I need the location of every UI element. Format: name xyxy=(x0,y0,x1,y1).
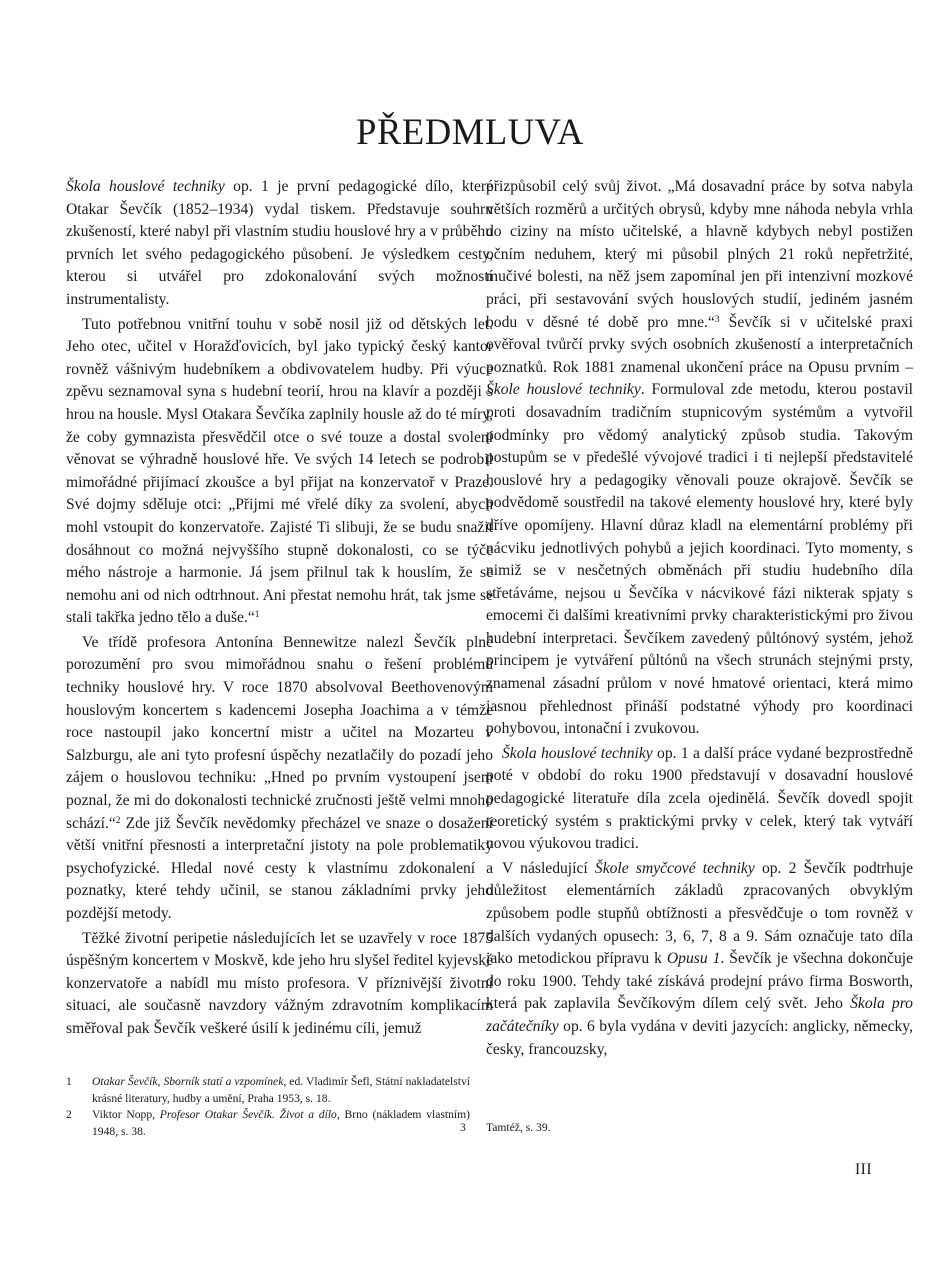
footnote-ref: 3 xyxy=(714,314,720,325)
left-column xyxy=(66,176,493,1041)
footnote-3 xyxy=(460,1120,906,1137)
footnote-number: 2 xyxy=(66,1108,72,1122)
footnote-text xyxy=(92,1075,470,1105)
text-run: V následující xyxy=(502,859,595,877)
paragraph xyxy=(486,743,913,856)
text-run: , Brno (nákladem vlastním) 1948, s. 38. xyxy=(92,1108,470,1138)
footnote-ref: 2 xyxy=(115,815,121,826)
footnotes-right xyxy=(460,1120,906,1137)
footnote-1 xyxy=(66,1074,470,1107)
paragraph xyxy=(66,632,493,926)
footnotes-left xyxy=(66,1074,470,1140)
text-run: Tamtéž, s. 39. xyxy=(486,1121,551,1134)
text-run: . Ševčík je všechna dokončuje do roku 1900. Tehdy také získává prodejní právo firma Bosworth, která pak zaplavila Ševčíkovým dílem celý svět. Jeho xyxy=(486,950,914,1013)
text-run: op. 6 byla vydána v deviti jazycích: anglicky, německy, česky, francouzsky, xyxy=(486,1017,913,1058)
text-run: Zde již Ševčík nevědomky přecházel ve snaze o dosažení větší vnitřní přesnosti a interpretační jistoty na pole problematiky psychofyzické. Hledal nové cesty k vlastnímu zdokonalení a poznatky, které tehdy učinil, se stanou základními prvky jeho pozdější metody. xyxy=(66,814,493,922)
paragraph xyxy=(66,314,493,630)
italic-title: Škole smyčcové techniky xyxy=(594,859,755,877)
text-run: Tuto potřebnou vnitřní touhu v sobě nosil již od dětských let. Jeho otec, učitel v Horažďovicích, byl jako typický český kantor rovněž vášnivým hudebníkem a obdivovatelem hudby. Při výuce zpěvu seznamoval syna s hudební teorií, hrou na klavír a později s hrou na housle. Mysl Otakara Ševčíka zaplnily housle až do té míry, že coby gymnazista přesvědčil otce o své touze a dostal svolení věnovat se výhradně houslové hře. Ve svých 14 letech se podrobil mimořádné přijímací zkoušce a byl přijat na konzervatoř v Praze. Své dojmy sděluje otci: „Přijmi mé vřelé díky za svolení, abych mohl vstoupit do konzervatoře. Zajisté Ti slibuji, že se budu snažit dosáhnout co možná nejvyššího stupně dokonalosti, co se týče mého nástroje a harmonie. Já jsem přilnul tak k houslím, že se nemohu ani od nich odtrhnout. Ani přestat nemohu hrát, tak jsme se stali takřka jedno tělo a duše.“ xyxy=(66,315,493,627)
page-title: PŘEDMLUVA xyxy=(356,111,584,152)
italic-title: Otakar Ševčík, Sborník statí a vzpomínek xyxy=(92,1075,284,1088)
text-run: Viktor Nopp, xyxy=(92,1108,160,1122)
italic-title: Škola houslové techniky xyxy=(66,178,225,195)
text-run: Ševčík si v učitelské praxi ověřoval tvůrčí prvky svých osobních zkušeností a interpretačních poznatků. Rok 1881 znamenal ukončení práce na Opusu prvním – xyxy=(486,313,913,376)
italic-title: Opusu 1 xyxy=(666,950,721,968)
paragraph xyxy=(486,176,913,741)
footnote-text xyxy=(486,1121,551,1134)
paragraph xyxy=(66,928,493,1041)
text-run: op. 1 a další práce vydané bezprostředně poté v období do roku 1900 představují v dosavadní houslové pedagogické literatuře díla zcela ojedinělá. Ševčík dovedl spojit teoretický systém s praktickými prvky v celek, který tak vytváří novou výukovou tradici. xyxy=(486,744,913,853)
page-number: III xyxy=(855,1161,872,1178)
footnote-number: 3 xyxy=(460,1121,466,1134)
text-run: . Formuloval zde metodu, kterou postavil proti dosavadním tradičním stupnicovým systémům a vytvořil podmínky pro vědomý analytický způsob studia. Takovým postupům se v předešlé vývojové tradici i ti nejlepší představitelé houslové hry a pedagogiky věnovali pouze okrajově. Ševčík se podvědomě soustředil na takové elementy houslové hry, které byly dříve opomíjeny. Hlavní důraz kladl na elementární problémy při nácviku jednotlivých pohybů a jejich koordinaci. Tyto momenty, s nimiž se v nesčetných obměnách při studiu hudebního díla střetáváme, nejsou u Ševčíka v nácvikové fázi nikterak spjaty s emocemi či dalšími kreativními prvky charakteristickými pro živou hudební interpretaci. Ševčíkem zavedený půltónový systém, jehož principem je vytváření půltónů na všech strunách stejnými prsty, znamenal zásadní průlom v nové hmatové orientaci, která mimo jasnou přehlednost přináší podstatné výhody pro koordinaci pohybovou, intonační i zvukovou. xyxy=(486,381,913,738)
text-run: op. 1 je první pedagogické dílo, které Otakar Ševčík (1852–1934) vydal tiskem. Představuje souhrn zkušeností, které nabyl při vlastním studiu houslové hry a v průběhu prvních let svého pedagogického působení. Je výsledkem cesty, kterou si utvářel pro zdokonalování svých možností instrumentalisty. xyxy=(66,178,493,308)
text-run: op. 2 Ševčík podtrhuje důležitost elementárních základů zpracovaných obvyklým způsobem podle stupňů obtížnosti a přesvědčuje o tom rovněž v dalších vydaných opusech: 3, 6, 7, 8 a 9. Sám označuje tato díla jako metodickou přípravu k xyxy=(486,859,913,968)
text-run: přizpůsobil celý svůj život. „Má dosavadní práce by sotva nabyla větších rozměrů a určitých obrysů, kdyby mne náhoda nebyla vrhla do ciziny na místo učitelské, a hlavně kdybych nebyl postižen očním neduhem, který mi působil plných 21 roků nepřetržité, mučivé bolesti, na něž jsem zapomínal jen při intenzivní mozkové práci, při sestavování svých houslových studií, jediném jasném bodu v děsné té době pro mne.“ xyxy=(486,178,913,331)
italic-title: Profesor Otakar Ševčík. Život a dílo xyxy=(159,1108,337,1122)
italic-title: Škole houslové techniky xyxy=(486,381,641,399)
text-run: Ve třídě profesora Antonína Bennewitze nalezl Ševčík plné porozumění pro svou mimořádnou snahu o řešení problémů techniky houslové hry. V roce 1870 absolvoval Beethovenovým houslovým koncertem s kadencemi Josepha Joachima a v témže roce nastoupil jako koncertní mistr a učitel na Mozarteu v Salzburgu, ale ani tyto profesní úspěchy nezatlačily do pozadí jeho zájem o houslovou techniku: „Hned po prvním vystoupení jsem poznal, že mi do dokonalosti technické zručnosti ještě velmi mnoho schází.“ xyxy=(66,633,493,832)
italic-title: Škola pro začátečníky xyxy=(486,995,913,1035)
footnote-ref: 1 xyxy=(254,610,260,621)
footnote-text xyxy=(92,1108,470,1138)
footnote-number: 1 xyxy=(66,1075,72,1088)
text-run: Těžké životní peripetie následujících let se uzavřely v roce 1875 úspěšným koncertem v Moskvě, kde jeho hru slyšel ředitel kyjevské konzervatoře a nabídl mu místo profesora. V příznivější životní situaci, ale současně navzdory vážným zdravotním komplikacím směřoval pak Ševčík veškeré úsilí k jedinému cíli, jemuž xyxy=(66,929,493,1037)
footnote-2 xyxy=(66,1107,470,1140)
italic-title: Škola houslové techniky xyxy=(502,744,653,762)
paragraph xyxy=(486,858,913,1061)
text-run: , ed. Vladimír Šefl, Státní nakladatelství krásné literatury, hudby a umění, Praha 1953, s. 18. xyxy=(92,1075,470,1105)
right-column xyxy=(486,176,913,1061)
paragraph xyxy=(66,176,493,312)
